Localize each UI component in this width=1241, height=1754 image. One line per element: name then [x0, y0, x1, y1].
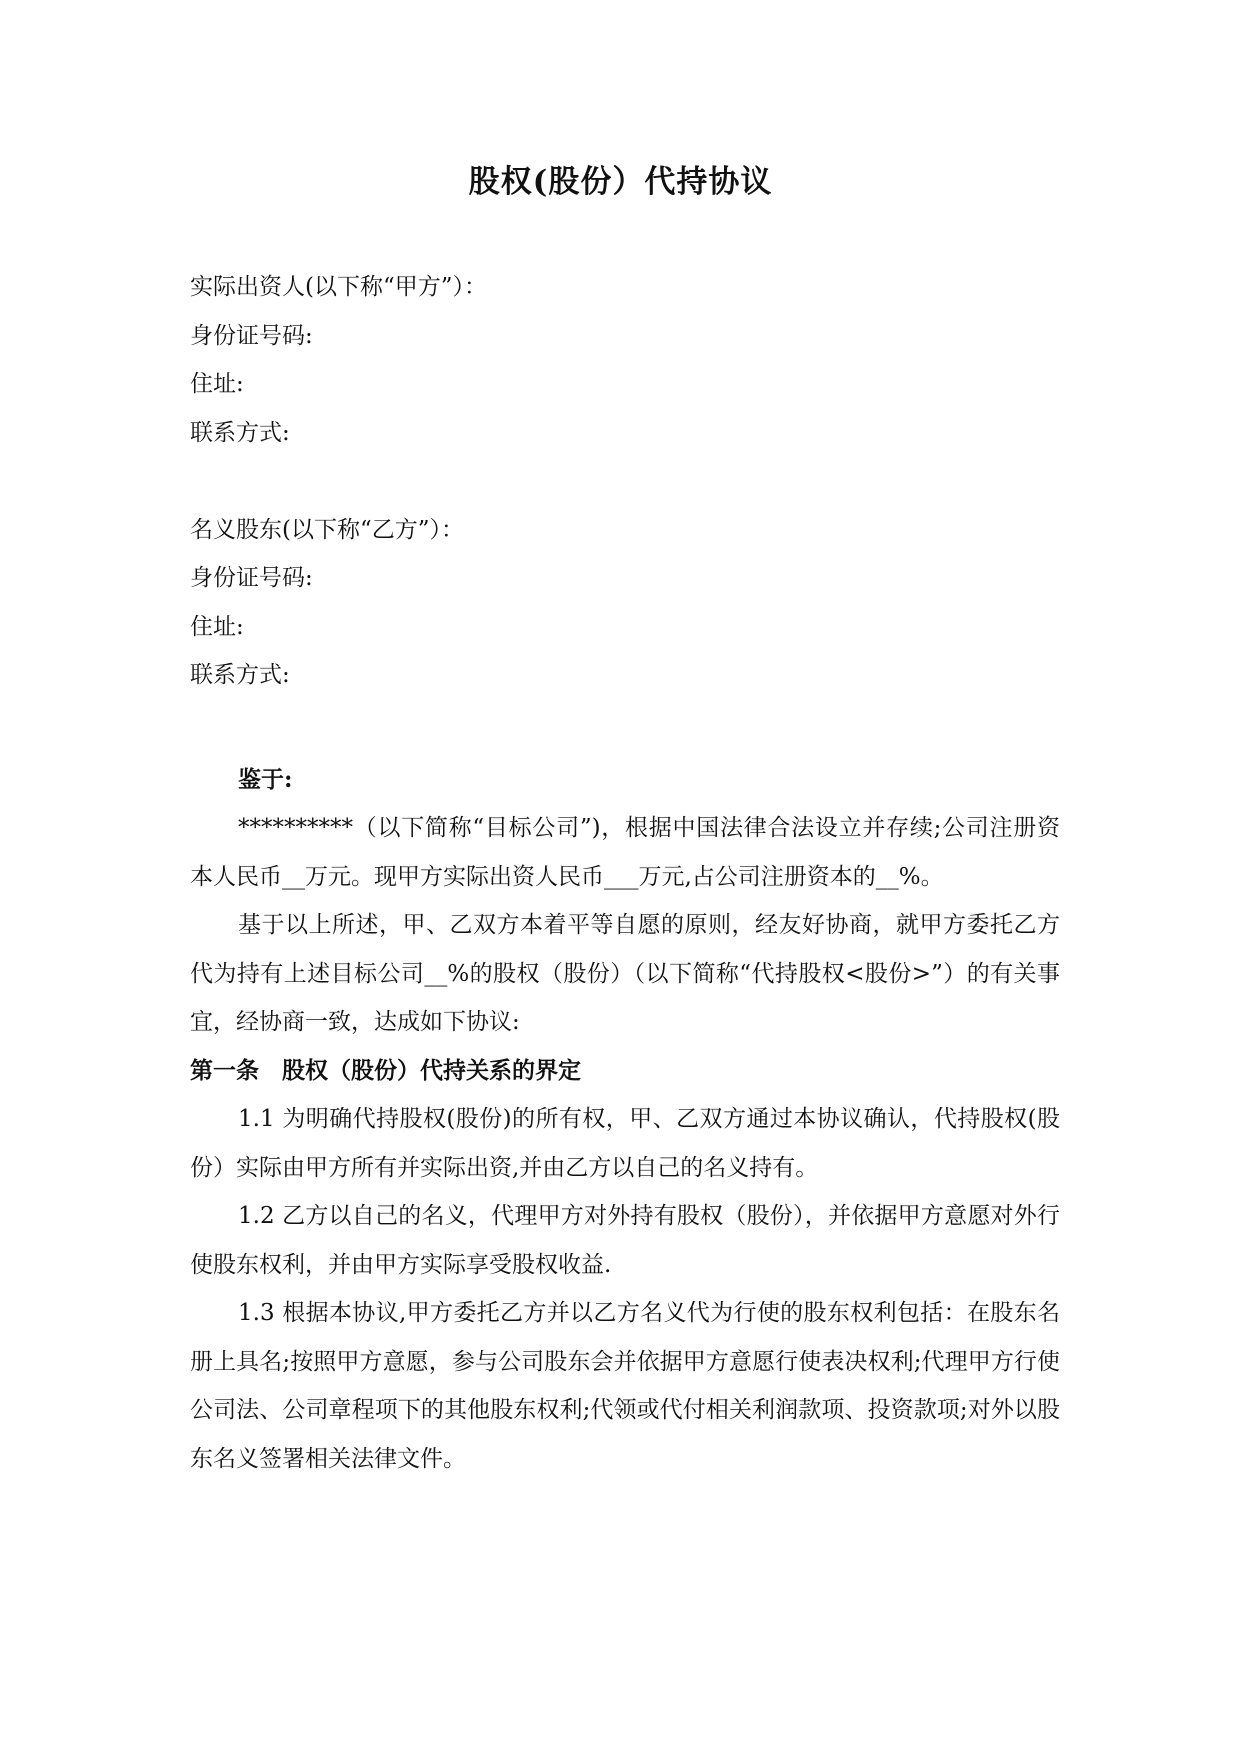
party-a-label: 实际出资人(以下称“甲方”）：: [190, 274, 487, 300]
clause-1-3: 1.3 根据本协议,甲方委托乙方并以乙方名义代为行使的股东权利包括：在股东名册上具名;按照甲方意愿，参与公司股东会并依据甲方意愿行使表决权利;代理甲方行使公司法、公司章程项下的其他股东权利;代领或代付相关利润款项、投资款项;对外以股东名义签署相关法律文件。: [190, 1300, 1060, 1472]
party-a-id-label: 身份证号码:: [190, 322, 313, 349]
section-spacer: [190, 700, 1060, 756]
clause-1-1: 1.1 为明确代持股权(股份)的所有权，甲、乙双方通过本协议确认，代持股权(股份）实际由甲方所有并实际出资,并由乙方以自己的名义持有。: [190, 1106, 1060, 1181]
section-spacer: [190, 457, 1060, 506]
clause-1-2: 1.2 乙方以自己的名义，代理甲方对外持有股权（股份），并依据甲方意愿对外行使股东权利，并由甲方实际享受股权收益.: [190, 1203, 1060, 1278]
whereas-paragraph-1: **********（以下简称“目标公司”)，根据中国法律合法设立并存续;公司注册资本人民币__万元。现甲方实际出资人民币___万元,占公司注册资本的__%。: [190, 815, 1060, 890]
party-b-address-label: 住址:: [190, 613, 244, 640]
party-b-id-label: 身份证号码:: [190, 565, 313, 591]
article-1-heading: 第一条 股权（股份）代持关系的界定: [190, 1056, 581, 1084]
document-body: [190, 263, 1060, 1483]
whereas-paragraph-2: 基于以上所述，甲、乙双方本着平等自愿的原则，经友好协商，就甲方委托乙方代为持有上述目标公司__%的股权（股份）（以下简称“代持股权<股份>”）的有关事宜，经协商一致，达成如下协议:: [190, 912, 1060, 1035]
whereas-heading: 鉴于:: [238, 765, 293, 793]
document-title: 股权(股份）代持协议: [468, 164, 773, 200]
party-b-label: 名义股东(以下称“乙方”）：: [190, 516, 464, 543]
party-a-contact-label: 联系方式:: [190, 419, 290, 446]
party-a-address-label: 住址:: [190, 371, 244, 397]
party-b-contact-label: 联系方式:: [190, 662, 290, 688]
